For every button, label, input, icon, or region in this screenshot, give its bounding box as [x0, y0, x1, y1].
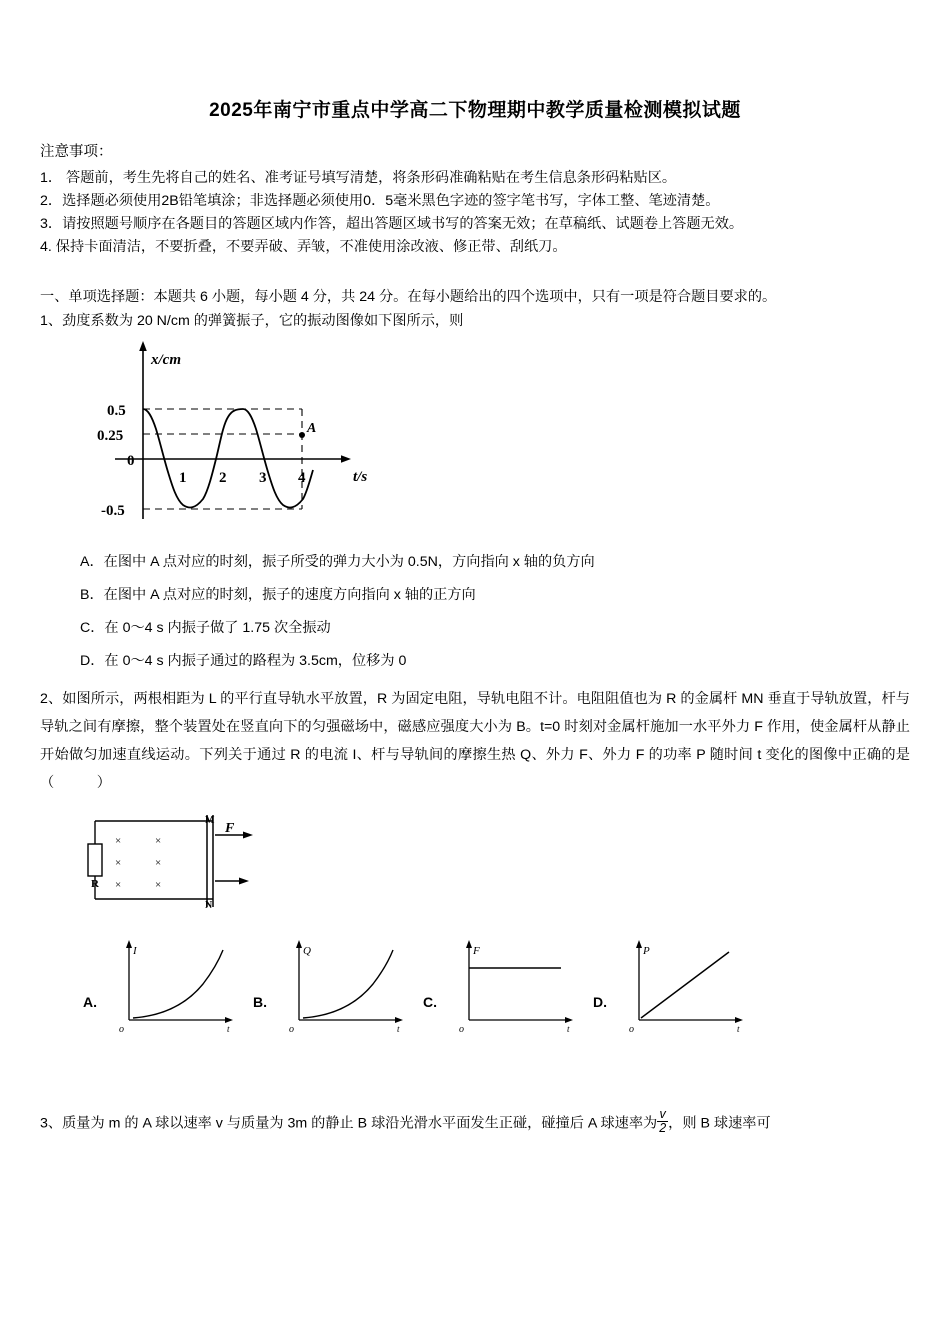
question-2-choice-graphs — [40, 938, 920, 1048]
question-1-figure — [95, 339, 435, 539]
choice-c-graph — [423, 938, 600, 1038]
choice-a-label: A. — [83, 994, 97, 1010]
resistor-label: R — [91, 878, 99, 890]
rod-top-label: M — [205, 815, 215, 826]
section-one-heading: 一、单项选择题：本题共 6 小题，每小题 4 分，共 24 分。在每小题给出的四个选项中，只有一项是符合题目要求的。 — [40, 289, 777, 305]
fraction-numerator: v — [657, 1108, 668, 1122]
choice-b-x-axis: t — [397, 1024, 400, 1034]
figure-y-tick-0.5: 0.5 — [107, 403, 126, 419]
choice-a-graph — [83, 938, 260, 1038]
choice-a-x-axis: t — [227, 1024, 230, 1034]
oscillation-graph — [95, 339, 435, 539]
question-1-option-c: C．在 0～4 s 内振子做了 1.75 次全振动 — [80, 620, 331, 636]
figure-x-tick-3: 3 — [259, 470, 267, 486]
page-title: 2025年南宁市重点中学高二下物理期中教学质量检测模拟试题 — [209, 100, 741, 121]
figure-y-tick-0.25: 0.25 — [97, 428, 124, 444]
choice-d-origin: o — [629, 1024, 634, 1035]
question-1-option-b: B．在图中 A 点对应的时刻，振子的速度方向指向 x 轴的正方向 — [80, 587, 476, 603]
choice-a-origin: o — [119, 1024, 124, 1035]
figure-x-tick-4: 4 — [298, 470, 306, 486]
question-1-option-d: D．在 0～4 s 内振子通过的路程为 3.5cm，位移为 0 — [80, 653, 407, 669]
figure-point-label: A — [307, 421, 317, 436]
choice-b-origin: o — [289, 1024, 294, 1035]
notice-item-3: 3．请按照题号顺序在各题目的答题区域内作答，超出答题区域书写的答案无效；在草稿纸、试题卷上答题无效。 — [40, 216, 744, 232]
choice-c-y-axis: F — [473, 945, 480, 957]
question-1-stem: 1、劲度系数为 20 N/cm 的弹簧振子，它的振动图像如下图所示，则 — [40, 313, 464, 329]
choice-c-x-axis: t — [567, 1024, 570, 1034]
notice-list — [40, 167, 910, 259]
choice-d-label: D. — [593, 994, 607, 1010]
question-3-text-part2: ，则 B 球速率可 — [668, 1115, 771, 1132]
choice-d-y-axis: P — [643, 945, 650, 957]
question-3-text-part1: 3、质量为 m 的 A 球以速率 v 与质量为 3m 的静止 B 球沿光滑水平面发生正碰，碰撞后 A 球速率为 — [40, 1115, 658, 1132]
notice-heading: 注意事项： — [40, 144, 113, 160]
rail-circuit-diagram — [85, 811, 265, 916]
choice-b-y-axis: Q — [303, 945, 311, 957]
field-symbol: × — [155, 879, 162, 891]
field-symbol: × — [155, 857, 162, 869]
choice-b-label: B. — [253, 994, 267, 1010]
question-2-stem: 2、如图所示，两根相距为 L 的平行直导轨水平放置，R 为固定电阻，导轨电阻不计。电阻阻值也为 R 的金属杆 MN 垂直于导轨放置，杆与导轨之间有摩擦，整个装置处在竖直向下的匀强磁场中，磁感应强度大小为 B。t=0 时刻对金属杆施加一水平外力 F 作用，使金属杆从静止开始做匀加速直线运动。下列关于通过 R 的电流 I、杆与导轨间的摩擦生热 Q、外力 F、外力 F 的功率 P 随时间 t 变化的图像中正确的是（ ） — [40, 691, 910, 791]
notice-item-2: 2．选择题必须使用2B铅笔填涂；非选择题必须使用0．5毫米黑色字迹的签字笔书写，字体工整、笔迹清楚。 — [40, 193, 720, 209]
question-3-stem — [40, 1107, 910, 1137]
question-1-option-a: A．在图中 A 点对应的时刻，振子所受的弹力大小为 0.5N，方向指向 x 轴的负方向 — [80, 554, 595, 570]
choice-d-x-axis: t — [737, 1024, 740, 1034]
figure-x-tick-2: 2 — [219, 470, 227, 486]
choice-b-graph — [253, 938, 430, 1038]
figure-y-tick-neg0.5: -0.5 — [101, 503, 125, 519]
figure-y-axis-label: x/cm — [151, 352, 181, 368]
choice-c-label: C. — [423, 994, 437, 1010]
fraction-denominator: 2 — [659, 1121, 667, 1135]
fraction-v-over-2 — [657, 1108, 668, 1135]
figure-x-axis-label: t/s — [353, 469, 368, 485]
field-symbol: × — [115, 835, 122, 847]
figure-y-tick-0: 0 — [127, 453, 135, 469]
figure-x-tick-1: 1 — [179, 470, 187, 486]
choice-d-graph — [593, 938, 770, 1038]
choice-c-origin: o — [459, 1024, 464, 1035]
force-label: F — [225, 821, 235, 836]
choice-a-y-axis: I — [133, 945, 137, 957]
rod-bottom-label: N — [205, 900, 213, 911]
question-2-circuit-figure — [85, 811, 265, 916]
field-symbol: × — [115, 879, 122, 891]
field-symbol: × — [155, 835, 162, 847]
notice-item-4: 4. 保持卡面清洁，不要折叠，不要弄破、弄皱，不准使用涂改液、修正带、刮纸刀。 — [40, 239, 567, 255]
notice-item-1: 1． 答题前，考生先将自己的姓名、准考证号填写清楚，将条形码准确粘贴在考生信息条形码粘贴区。 — [40, 170, 677, 186]
field-symbol: × — [115, 857, 122, 869]
